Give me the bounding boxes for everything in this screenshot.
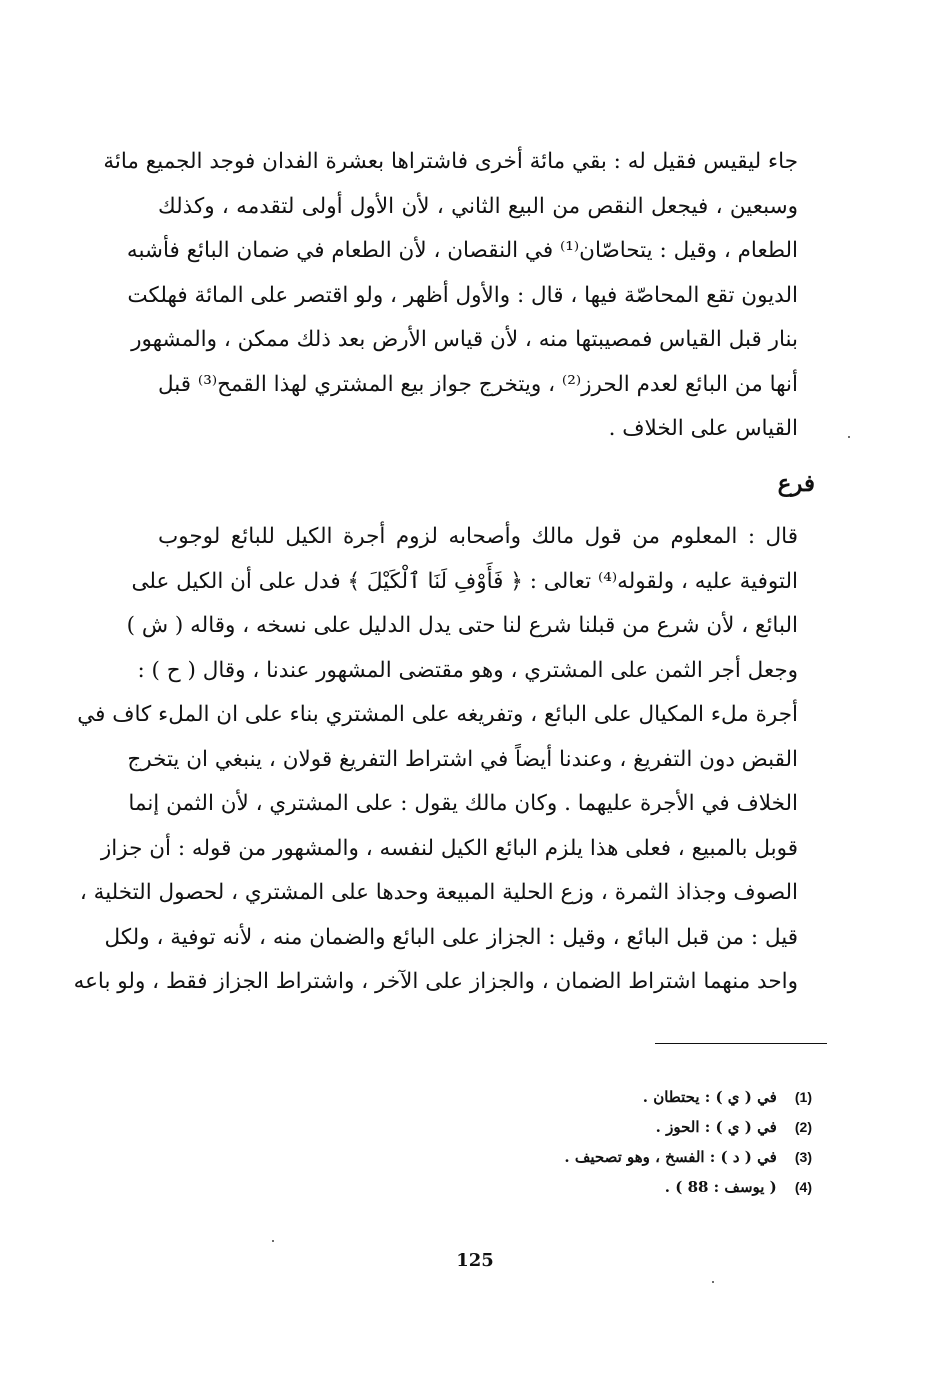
footnote-text: في ( ي ) : يحتطان . <box>642 1088 777 1106</box>
text-line: قوبل بالمبيع ، فعلى هذا يلزم البائع الكيل لنفسه ، والمشهور من قوله : أن جزاز <box>100 835 798 861</box>
section-heading: فرع <box>777 470 815 497</box>
text-line: البائع ، لأن شرع من قبلنا شرع لنا حتى يدل الدليل على نسخه ، وقاله ( ش ) <box>126 613 798 638</box>
text-line: قيل : من قبل البائع ، وقيل : الجزاز على البائع والضمان منه ، لأنه توفية ، ولكل <box>104 924 798 950</box>
scan-speck <box>272 1240 274 1242</box>
text-line: الطعام ، وقيل : يتحاصّان⁽¹⁾ في النقصان ، لأن الطعام في ضمان البائع فأشبه <box>126 238 798 263</box>
footnotes-list <box>564 1082 812 1202</box>
text-line: بنار قبل القياس فمصيبتها منه ، لأن قياس الأرض بعد ذلك ممكن ، والمشهور <box>131 327 798 352</box>
footnote-text: في ( ي ) : الحوز . <box>655 1118 777 1136</box>
footnote-number: (3) <box>794 1149 812 1165</box>
footnote-item <box>564 1082 812 1112</box>
footnote-number: (1) <box>794 1089 812 1105</box>
text-line: وجعل أجر الثمن على المشتري ، وهو مقتضى المشهور عندنا ، وقال ( ح ) : <box>137 657 798 683</box>
text-line: واحد منهما اشتراط الضمان ، والجزاز على الآخر ، واشتراط الجزاز فقط ، ولو باعه <box>73 969 798 994</box>
footnote-number: (4) <box>794 1179 812 1195</box>
text-line: قال : المعلوم من قول مالك وأصحابه لزوم أجرة الكيل للبائع لوجوب <box>158 524 798 549</box>
text-line: الصوف وجذاذ الثمرة ، وزع الحلية المبيعة وحدها على المشتري ، لحصول التخلية ، <box>79 880 798 905</box>
text-line: أنها من البائع لعدم الحرز⁽²⁾ ، ويتخرج جواز بيع المشتري لهذا القمح⁽³⁾ قبل <box>158 371 798 397</box>
scan-speck <box>848 436 850 438</box>
text-line: القبض دون التفريغ ، وعندنا أيضاً في اشتراط التفريغ قولان ، ينبغي ان يتخرج <box>127 746 798 772</box>
footnote-item <box>564 1142 812 1172</box>
footnote-separator <box>655 1043 827 1044</box>
text-line: جاء ليقيس فقيل له : بقي مائة أخرى فاشتراها بعشرة الفدان فوجد الجميع مائة <box>103 149 798 174</box>
footnote-number: (2) <box>794 1119 812 1135</box>
footnote-item <box>564 1112 812 1142</box>
main-paragraph-2 <box>73 515 798 1005</box>
text-line: الخلاف في الأجرة عليهما . وكان مالك يقول : على المشتري ، لأن الثمن إنما <box>128 791 798 816</box>
footnote-text: ( يوسف : 88 ) . <box>664 1178 777 1196</box>
text-line: الديون تقع المحاصّة فيها ، قال : والأول أظهر ، ولو اقتصر على المائة فهلكت <box>127 282 798 308</box>
text-line: أجرة ملء المكيال على البائع ، وتفريغه على المشتري بناء على ان الملء كاف في <box>77 702 798 727</box>
text-line: القياس على الخلاف . <box>608 416 798 441</box>
main-paragraph-1 <box>103 140 798 452</box>
text-line: التوفية عليه ، ولقوله⁽⁴⁾ تعالى : ﴿ فَأَوْفِ لَنَا ٱلْكَيْلَ ﴾ فدل على أن الكيل على <box>131 568 798 594</box>
footnote-item <box>564 1172 812 1202</box>
footnote-text: في ( د ) : الفسخ ، وهو تصحيف . <box>564 1148 777 1166</box>
scan-speck <box>712 1281 714 1283</box>
text-line: وسبعين ، فيجعل النقص من البيع الثاني ، لأن الأول أولى لتقدمه ، وكذلك <box>158 193 798 219</box>
page-number: 125 <box>456 1250 494 1271</box>
